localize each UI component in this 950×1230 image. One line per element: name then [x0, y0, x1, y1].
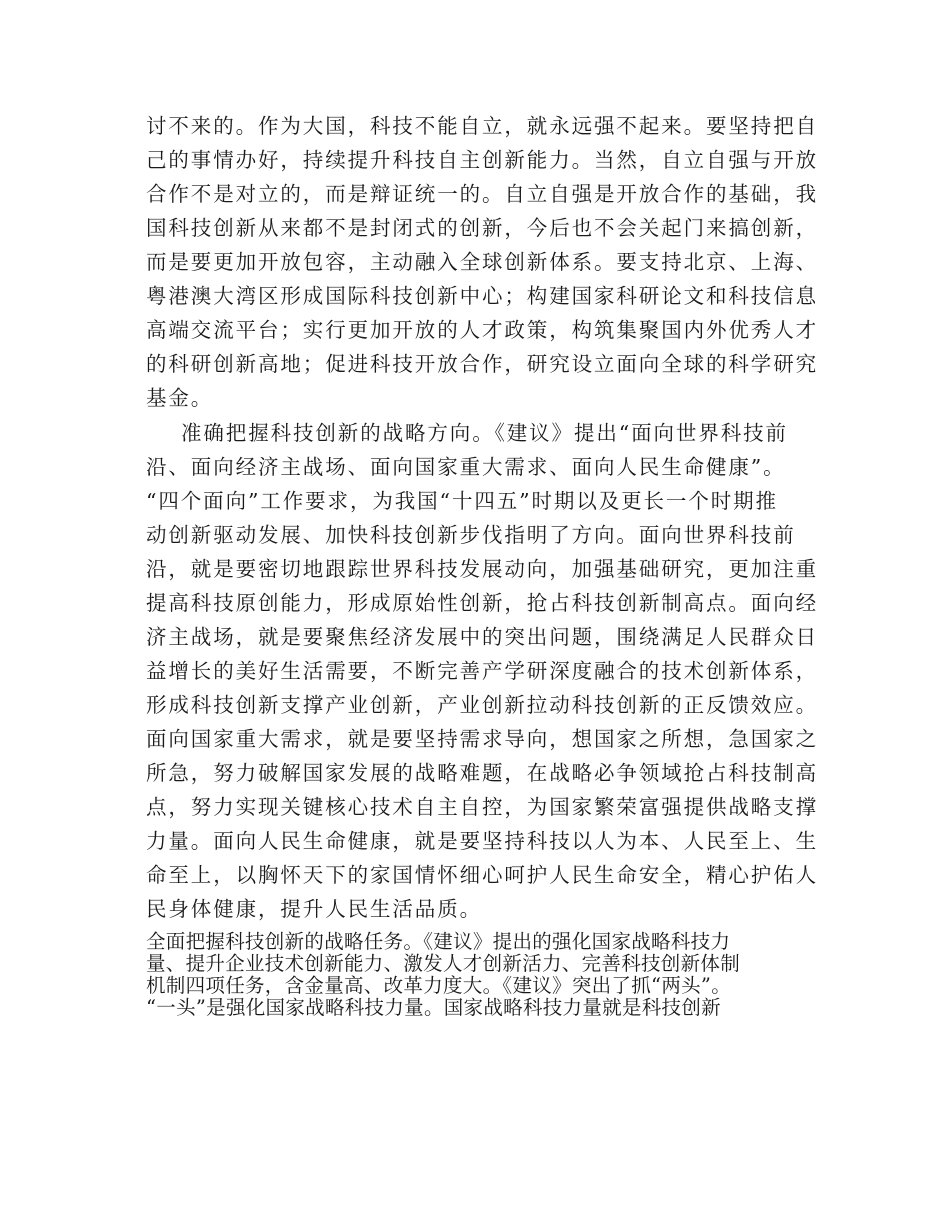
paragraph-2-line-11: 所急，努力破解国家发展的战略难题，在战略必争领域抢占科技制高: [146, 761, 818, 785]
paragraph-1-line-9: 基金。: [146, 386, 214, 410]
paragraph-2-line-13: 力量。面向人民生命健康，就是要坚持科技以人为本、人民至上、生: [146, 829, 818, 853]
paragraph-3-line-1: 全面把握科技创新的战略任务。《建议》提出的强化国家战略科技力: [146, 930, 731, 953]
paragraph-2-line-15: 民身体健康，提升人民生活品质。: [146, 897, 482, 921]
paragraph-1-line-5: 而是要更加开放包容，主动融入全球创新体系。要支持北京、上海、: [146, 250, 818, 274]
paragraph-1-line-2: 己的事情办好，持续提升科技自主创新能力。当然，自立自强与开放: [146, 148, 818, 172]
paragraph-2-line-1: 准确把握科技创新的战略方向。《建议》提出“面向世界科技前: [181, 421, 788, 445]
paragraph-1-line-6: 粤港澳大湾区形成国际科技创新中心；构建国家科研论文和科技信息: [146, 284, 818, 308]
paragraph-1-line-3: 合作不是对立的，而是辩证统一的。自立自强是开放合作的基础，我: [146, 182, 818, 206]
paragraph-3-line-4: “一头”是强化国家战略科技力量。国家战略科技力量就是科技创新: [146, 996, 721, 1019]
paragraph-2-line-7: 济主战场，就是要聚焦经济发展中的突出问题，围绕满足人民群众日: [146, 625, 818, 649]
paragraph-1-line-1: 讨不来的。作为大国，科技不能自立，就永远强不起来。要坚持把自: [146, 114, 818, 138]
paragraph-2-line-14: 命至上，以胸怀天下的家国情怀细心呵护人民生命安全，精心护佑人: [146, 863, 818, 887]
paragraph-2-line-8: 益增长的美好生活需要，不断完善产学研深度融合的技术创新体系，: [146, 659, 818, 683]
paragraph-2-line-2: 沿、面向经济主战场、面向国家重大需求、面向人民生命健康”。: [146, 455, 786, 479]
paragraph-2-line-9: 形成科技创新支撑产业创新，产业创新拉动科技创新的正反馈效应。: [146, 693, 818, 717]
paragraph-1-line-4: 国科技创新从来都不是封闭式的创新，今后也不会关起门来搞创新，: [146, 216, 818, 240]
paragraph-2-line-4: 动创新驱动发展、加快科技创新步伐指明了方向。面向世界科技前: [146, 523, 796, 547]
paragraph-1-line-8: 的科研创新高地；促进科技开放合作，研究设立面向全球的科学研究: [146, 352, 818, 376]
paragraph-3-line-2: 量、提升企业技术创新能力、激发人才创新活力、完善科技创新体制: [146, 952, 741, 975]
paragraph-2-line-6: 提高科技原创能力，形成原始性创新，抢占科技创新制高点。面向经: [146, 591, 818, 615]
paragraph-2-line-5: 沿，就是要密切地跟踪世界科技发展动向，加强基础研究，更加注重: [146, 557, 818, 581]
paragraph-2-line-10: 面向国家重大需求，就是要坚持需求导向，想国家之所想，急国家之: [146, 727, 818, 751]
paragraph-2-line-12: 点，努力实现关键核心技术自主自控，为国家繁荣富强提供战略支撑: [146, 795, 818, 819]
paragraph-2-line-3: “四个面向”工作要求，为我国“十四五”时期以及更长一个时期推: [146, 489, 778, 513]
paragraph-1-line-7: 高端交流平台；实行更加开放的人才政策，构筑集聚国内外优秀人才: [146, 318, 818, 342]
paragraph-3-line-3: 机制四项任务，含金量高、改革力度大。《建议》突出了抓“两头”。: [146, 974, 731, 997]
